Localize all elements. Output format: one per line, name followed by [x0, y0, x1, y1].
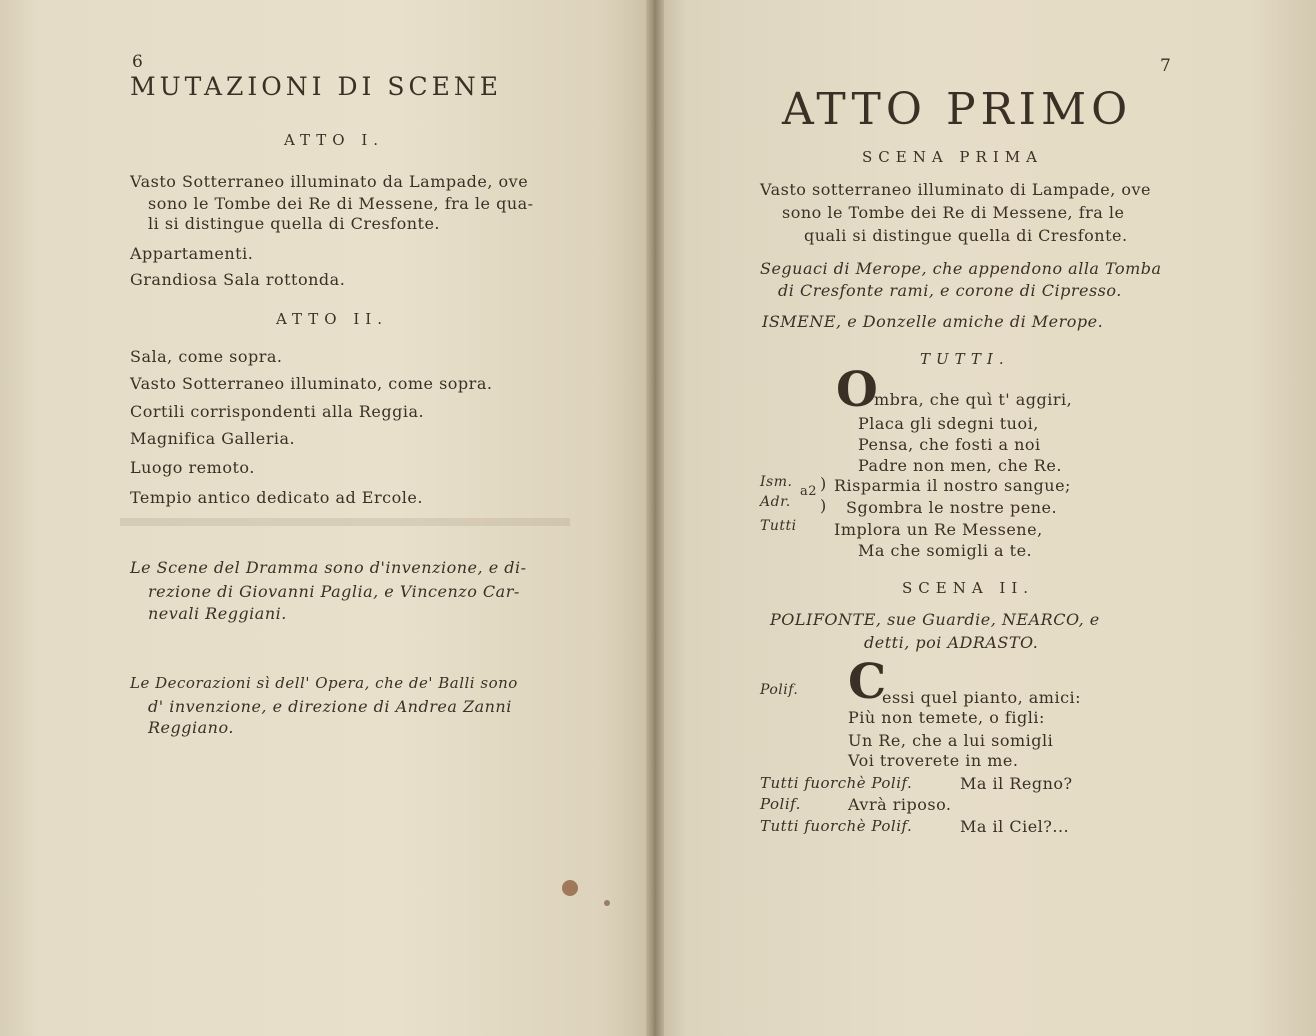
foxing-spot	[604, 900, 610, 906]
duet-speaker-adrasto: Adr.	[760, 494, 791, 510]
right-page	[654, 0, 1316, 1036]
scene1-dropcap: O	[836, 362, 878, 418]
scenery-note-line-3: nevali Reggiani.	[148, 604, 287, 623]
page-title-right: ATTO PRIMO	[782, 84, 1133, 135]
page-number-left: 6	[132, 52, 143, 72]
scene2-verse-first: essi quel pianto, amici:	[882, 688, 1082, 707]
duet-bracket-1: )	[820, 474, 827, 493]
decoration-note-line-2: d' invenzione, e direzione di Andrea Zanni	[148, 697, 512, 716]
duet-a2-mark: a2	[800, 484, 818, 499]
scene2-heading: SCENA II.	[902, 579, 1035, 597]
scene1-verse-4: Padre non men, che Re.	[858, 456, 1062, 475]
tutti-label: Tutti	[760, 518, 797, 534]
page-number-right: 7	[1160, 56, 1171, 76]
tutti-line-1: Implora un Re Messene,	[834, 520, 1043, 539]
act1-scene-1-line-2: sono le Tombe dei Re di Messene, fra le qua-	[148, 194, 534, 213]
scenery-note-line-1: Le Scene del Dramma sono d'invenzione, e di-	[130, 558, 527, 577]
act2-scene-2: Vasto Sotterraneo illuminato, come sopra.	[130, 374, 493, 393]
scene1-setting-line-2: sono le Tombe dei Re di Messene, fra le	[782, 203, 1125, 222]
exchange-text-1: Ma il Regno?	[960, 774, 1073, 793]
scene1-verse-3: Pensa, che fosti a noi	[858, 435, 1041, 454]
scene1-setting-line-3: quali si distingue quella di Cresfonte.	[804, 226, 1128, 245]
scene1-characters: ISMENE, e Donzelle amiche di Merope.	[762, 312, 1104, 331]
act1-scene-1-line-3: li si distingue quella di Cresfonte.	[148, 214, 440, 233]
exchange-speaker-3: Tutti fuorchè Polif.	[760, 817, 913, 835]
exchange-speaker-1: Tutti fuorchè Polif.	[760, 774, 913, 792]
scene1-action-line-1: Seguaci di Merope, che appendono alla Tomba	[760, 259, 1162, 278]
scene1-speaker: TUTTI.	[920, 350, 1010, 368]
scene1-verse-2: Placa gli sdegni tuoi,	[858, 414, 1039, 433]
exchange-speaker-2: Polif.	[760, 795, 801, 813]
act1-heading: ATTO I.	[284, 131, 385, 149]
scene1-setting-line-1: Vasto sotterraneo illuminato di Lampade, ove	[760, 180, 1152, 199]
scene2-verse-4: Voi troverete in me.	[848, 751, 1019, 770]
foxing-stain	[562, 880, 578, 896]
scene2-verse-2: Più non temete, o figli:	[848, 708, 1045, 727]
duet-bracket-2: )	[820, 496, 827, 515]
decoration-note-line-3: Reggiano.	[148, 718, 234, 737]
scenery-note-line-2: rezione di Giovanni Paglia, e Vincenzo Car-	[148, 582, 520, 601]
bleed-through-band	[120, 518, 570, 526]
act2-scene-6: Tempio antico dedicato ad Ercole.	[130, 488, 423, 507]
act2-scene-3: Cortili corrispondenti alla Reggia.	[130, 402, 425, 421]
exchange-text-3: Ma il Ciel?...	[960, 817, 1070, 836]
scene2-verse-3: Un Re, che a lui somigli	[848, 731, 1054, 750]
duet-line-2: Sgombra le nostre pene.	[846, 498, 1058, 517]
scene2-cast-line-1: POLIFONTE, sue Guardie, NEARCO, e	[770, 610, 1100, 629]
scene2-dropcap: C	[848, 654, 887, 710]
scene1-verse-first: mbra, che quì t' aggiri,	[874, 390, 1073, 409]
duet-line-1: Risparmia il nostro sangue;	[834, 476, 1071, 495]
act2-heading: ATTO II.	[276, 310, 388, 328]
exchange-text-2: Avrà riposo.	[848, 795, 952, 814]
tutti-line-2: Ma che somigli a te.	[858, 541, 1033, 560]
left-page	[0, 0, 656, 1036]
scene2-cast-line-2: detti, poi ADRASTO.	[864, 633, 1039, 652]
scene1-action-line-2: di Cresfonte rami, e corone di Cipresso.	[778, 281, 1122, 300]
book-gutter	[646, 0, 664, 1036]
page-title-left: MUTAZIONI DI SCENE	[130, 72, 502, 101]
act2-scene-4: Magnifica Galleria.	[130, 429, 296, 448]
act2-scene-1: Sala, come sopra.	[130, 347, 283, 366]
duet-speaker-ismene: Ism.	[760, 474, 793, 490]
act1-scene-1-line-1: Vasto Sotterraneo illuminato da Lampade, ove	[130, 172, 529, 191]
act1-scene-3: Grandiosa Sala rottonda.	[130, 270, 346, 289]
decoration-note-line-1: Le Decorazioni sì dell' Opera, che de' Balli sono	[130, 674, 518, 692]
polif-label: Polif.	[760, 682, 799, 698]
scene1-heading: SCENA PRIMA	[862, 148, 1043, 166]
act2-scene-5: Luogo remoto.	[130, 458, 255, 477]
act1-scene-2: Appartamenti.	[130, 244, 254, 263]
